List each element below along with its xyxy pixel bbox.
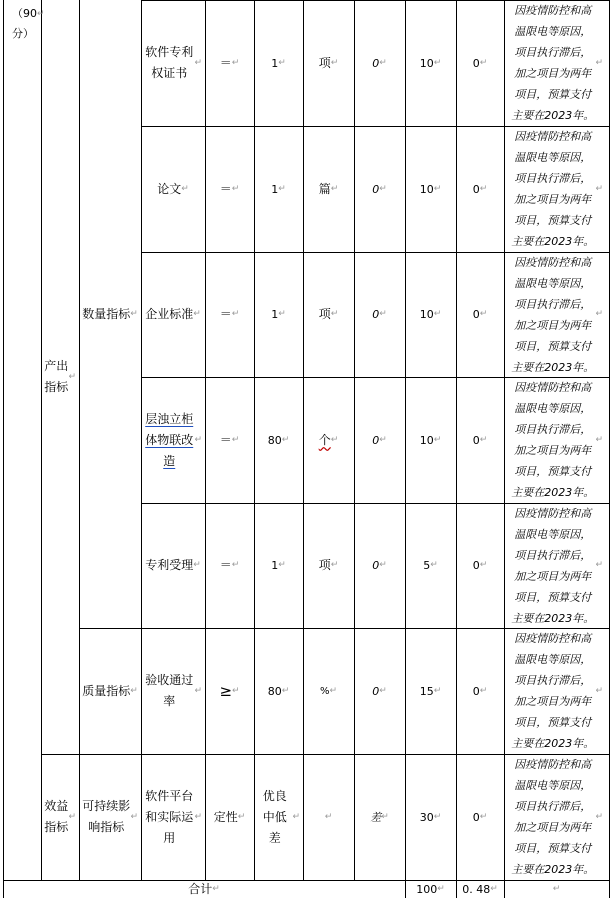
actual-value-text: 0 [372,684,380,698]
paragraph-mark: ↵ [379,183,387,194]
score [456,0,504,126]
level2-sustainable [79,754,141,880]
actual-value-text: 0 [372,56,380,70]
indicator-name-text: 验收通过率 [145,673,194,708]
actual-value [354,754,405,880]
indicator-name-text: 专利受理 [145,558,194,572]
unit [303,754,354,880]
paragraph-mark: ↵ [130,811,138,822]
operator-text: 定性 [213,809,238,824]
deviation-reason-text: 因疫情防控和高温限电等原因，项目执行滞后，加之项目为两年项目，预算支付主要在2023年。 [511,255,595,374]
target-value [254,252,303,377]
paragraph-mark: ↵ [278,560,286,570]
paragraph-mark: ↵ [379,57,387,68]
score [456,754,504,880]
paragraph-mark: ↵ [379,560,387,570]
indicator-name-text: 层浊立柜体物联改造 [145,411,194,468]
target-value-text: 80 [267,684,282,698]
operator-text: ＝ [219,558,232,572]
total-label [3,880,405,898]
unit-text: 项 [318,307,331,321]
paragraph-mark: ↵ [68,371,76,382]
paragraph-mark: ↵ [437,883,445,894]
operator-text: ＝ [219,181,232,196]
paragraph-mark: ↵ [433,309,442,319]
score-text: 0 [472,810,480,824]
actual-value-text: 0 [372,308,380,321]
paragraph-mark: ↵ [490,883,498,894]
paragraph-mark: ↵ [433,685,442,696]
total-weight-text: 100 [416,882,438,896]
total-empty [504,880,609,898]
paragraph-mark: ↵ [231,309,240,319]
deviation-reason-text: 因疫情防控和高温限电等原因，项目执行滞后，加之项目为两年项目，预算支付主要在2023年。 [511,130,595,248]
paragraph-mark: ↵ [281,434,290,445]
paragraph-mark: ↵ [595,685,603,696]
deviation-reason [504,252,609,377]
actual-value-text: 0 [372,559,380,572]
deviation-reason [504,628,609,754]
deviation-reason-text: 因疫情防控和高温限电等原因，项目执行滞后，加之项目为两年项目，预算支付主要在2023年。 [511,758,595,876]
paragraph-mark: ↵ [37,9,45,19]
unit-text: 篇 [318,181,331,196]
indicator-name [141,754,205,880]
target-value [254,126,303,252]
paragraph-mark: ↵ [329,685,338,696]
paragraph-mark: ↵ [278,183,286,194]
target-value-text: 1 [271,56,279,70]
paragraph-mark: ↵ [479,560,488,570]
unit [303,252,354,377]
paragraph-mark: ↵ [595,560,603,570]
weight [405,0,456,126]
indicator-name [141,126,205,252]
paragraph-mark: ↵ [130,308,138,319]
paragraph-mark: ↵ [479,685,488,696]
deviation-reason [504,126,609,252]
weight-text: 10 [419,433,434,447]
paragraph-mark: ↵ [595,57,603,68]
target-value [254,628,303,754]
actual-value-text: 0 [372,433,380,447]
level1-output [41,0,79,754]
weight-text: 10 [419,56,434,70]
level2-quantity [79,0,141,628]
paragraph-mark: ↵ [193,560,201,570]
paragraph-mark: ↵ [232,685,240,696]
target-value [254,377,303,503]
paragraph-mark: ↵ [130,685,138,696]
paragraph-mark: ↵ [278,309,286,319]
indicator-name [141,252,205,377]
paragraph-mark: ↵ [194,434,202,445]
indicator-name-text: 软件平台和实际运用 [145,788,194,845]
weight [405,252,456,377]
deviation-reason-text: 因疫情防控和高温限电等原因，项目执行滞后，加之项目为两年项目，预算支付主要在2023年。 [511,506,595,625]
deviation-reason-text: 因疫情防控和高温限电等原因，项目执行滞后，加之项目为两年项目，预算支付主要在2023年。 [511,632,595,750]
paragraph-mark: ↵ [433,434,442,445]
score [456,503,504,628]
paragraph-mark: ↵ [433,183,442,194]
paragraph-mark: ↵ [379,434,387,445]
paragraph-mark: ↵ [330,183,339,194]
paragraph-mark: ↵ [330,309,339,319]
paragraph-mark: ↵ [231,560,240,570]
paragraph-mark: ↵ [552,883,561,894]
level2-label: 可持续影响指标 [82,799,131,834]
weight-text: 10 [419,308,434,321]
indicator-name-text: 企业标准 [145,307,194,321]
deviation-reason [504,377,609,503]
weight-text: 10 [419,182,434,196]
score-text: 0 [472,56,480,70]
unit-text: 个 [318,432,331,447]
paragraph-mark: ↵ [595,434,603,445]
total-score [456,880,504,898]
paragraph-mark: ↵ [68,811,76,822]
total-score-text: 0. 48 [462,882,491,896]
paragraph-mark: ↵ [430,560,438,570]
operator-text: ＝ [219,307,232,321]
indicator-name [141,628,205,754]
score-note-text: （90分） [12,7,37,40]
deviation-reason [504,754,609,880]
paragraph-mark: ↵ [194,811,202,822]
actual-value [354,503,405,628]
paragraph-mark: ↵ [193,309,201,319]
paragraph-mark: ↵ [231,57,240,68]
paragraph-mark: ↵ [194,685,202,696]
level2-quality [79,628,141,754]
paragraph-mark: ↵ [379,685,387,696]
actual-value-text: 差 [370,810,382,824]
paragraph-mark: ↵ [595,811,603,822]
paragraph-mark: ↵ [292,811,300,822]
indicator-name-text: 软件专利权证书 [145,45,194,80]
paragraph-mark: ↵ [379,309,387,319]
actual-value [354,377,405,503]
indicator-name-text: 论文 [157,181,182,196]
level1-label: 效益指标 [44,799,69,834]
unit-text: 项 [318,558,331,572]
target-value-text: 80 [267,433,282,447]
actual-value [354,252,405,377]
paragraph-mark: ↵ [281,685,290,696]
indicator-name [141,0,205,126]
operator [205,503,254,628]
operator-text: ≥ [219,681,233,700]
target-value-text: 1 [271,559,279,572]
paragraph-mark: ↵ [330,434,339,445]
paragraph-mark: ↵ [212,883,220,894]
operator [205,126,254,252]
operator [205,754,254,880]
weight [405,754,456,880]
operator [205,0,254,126]
weight [405,377,456,503]
operator [205,377,254,503]
weight-text: 5 [423,559,431,572]
level2-label: 数量指标 [82,306,131,321]
score-text: 0 [472,308,480,321]
weight [405,126,456,252]
target-value [254,0,303,126]
unit-text: % [319,685,330,697]
indicator-name [141,503,205,628]
paragraph-mark: ↵ [479,57,488,68]
operator [205,628,254,754]
target-value [254,754,303,880]
unit [303,377,354,503]
paragraph-mark: ↵ [330,560,339,570]
paragraph-mark: ↵ [194,57,202,68]
unit [303,503,354,628]
weight-text: 30 [419,810,434,824]
paragraph-mark: ↵ [231,434,240,445]
target-value-text: 1 [271,182,279,196]
paragraph-mark: ↵ [330,57,339,68]
paragraph-mark: ↵ [479,811,488,822]
actual-value-text: 0 [372,182,380,196]
paragraph-mark: ↵ [433,811,442,822]
score-text: 0 [472,182,480,196]
unit [303,126,354,252]
deviation-reason [504,0,609,126]
score [456,628,504,754]
target-value-text: 优良中低差 [262,788,287,845]
target-value [254,503,303,628]
level1-label: 产出指标 [44,359,69,394]
score-text: 0 [472,684,480,698]
indicator-name [141,377,205,503]
paragraph-mark: ↵ [324,811,333,822]
score [456,252,504,377]
paragraph-mark: ↵ [595,309,603,319]
score-text: 0 [472,433,480,447]
total-weight [405,880,456,898]
paragraph-mark: ↵ [433,57,442,68]
weight [405,628,456,754]
actual-value [354,628,405,754]
target-value-text: 1 [271,308,279,321]
deviation-reason-text: 因疫情防控和高温限电等原因，项目执行滞后，加之项目为两年项目，预算支付主要在2023年。 [511,381,595,499]
vertical-rule [3,0,4,898]
score [456,126,504,252]
level1-benefit [41,754,79,880]
paragraph-mark: ↵ [479,434,488,445]
paragraph-mark: ↵ [479,309,488,319]
deviation-reason [504,503,609,628]
score [456,377,504,503]
score-note [4,4,45,44]
unit [303,0,354,126]
unit-text: 项 [318,55,331,70]
actual-value [354,0,405,126]
deviation-reason-text: 因疫情防控和高温限电等原因，项目执行滞后，加之项目为两年项目，预算支付主要在2023年。 [511,4,595,122]
operator [205,252,254,377]
score-text: 0 [472,559,480,572]
paragraph-mark: ↵ [381,811,389,822]
level2-label: 质量指标 [82,683,131,698]
paragraph-mark: ↵ [231,183,240,194]
paragraph-mark: ↵ [237,811,246,822]
total-label-text: 合计 [188,881,213,896]
paragraph-mark: ↵ [278,57,286,68]
paragraph-mark: ↵ [595,183,603,194]
actual-value [354,126,405,252]
paragraph-mark: ↵ [479,183,488,194]
operator-text: ＝ [219,55,232,70]
paragraph-mark: ↵ [181,183,189,194]
vertical-rule [609,0,610,898]
unit [303,628,354,754]
weight-text: 15 [419,684,434,698]
operator-text: ＝ [219,432,232,447]
weight [405,503,456,628]
